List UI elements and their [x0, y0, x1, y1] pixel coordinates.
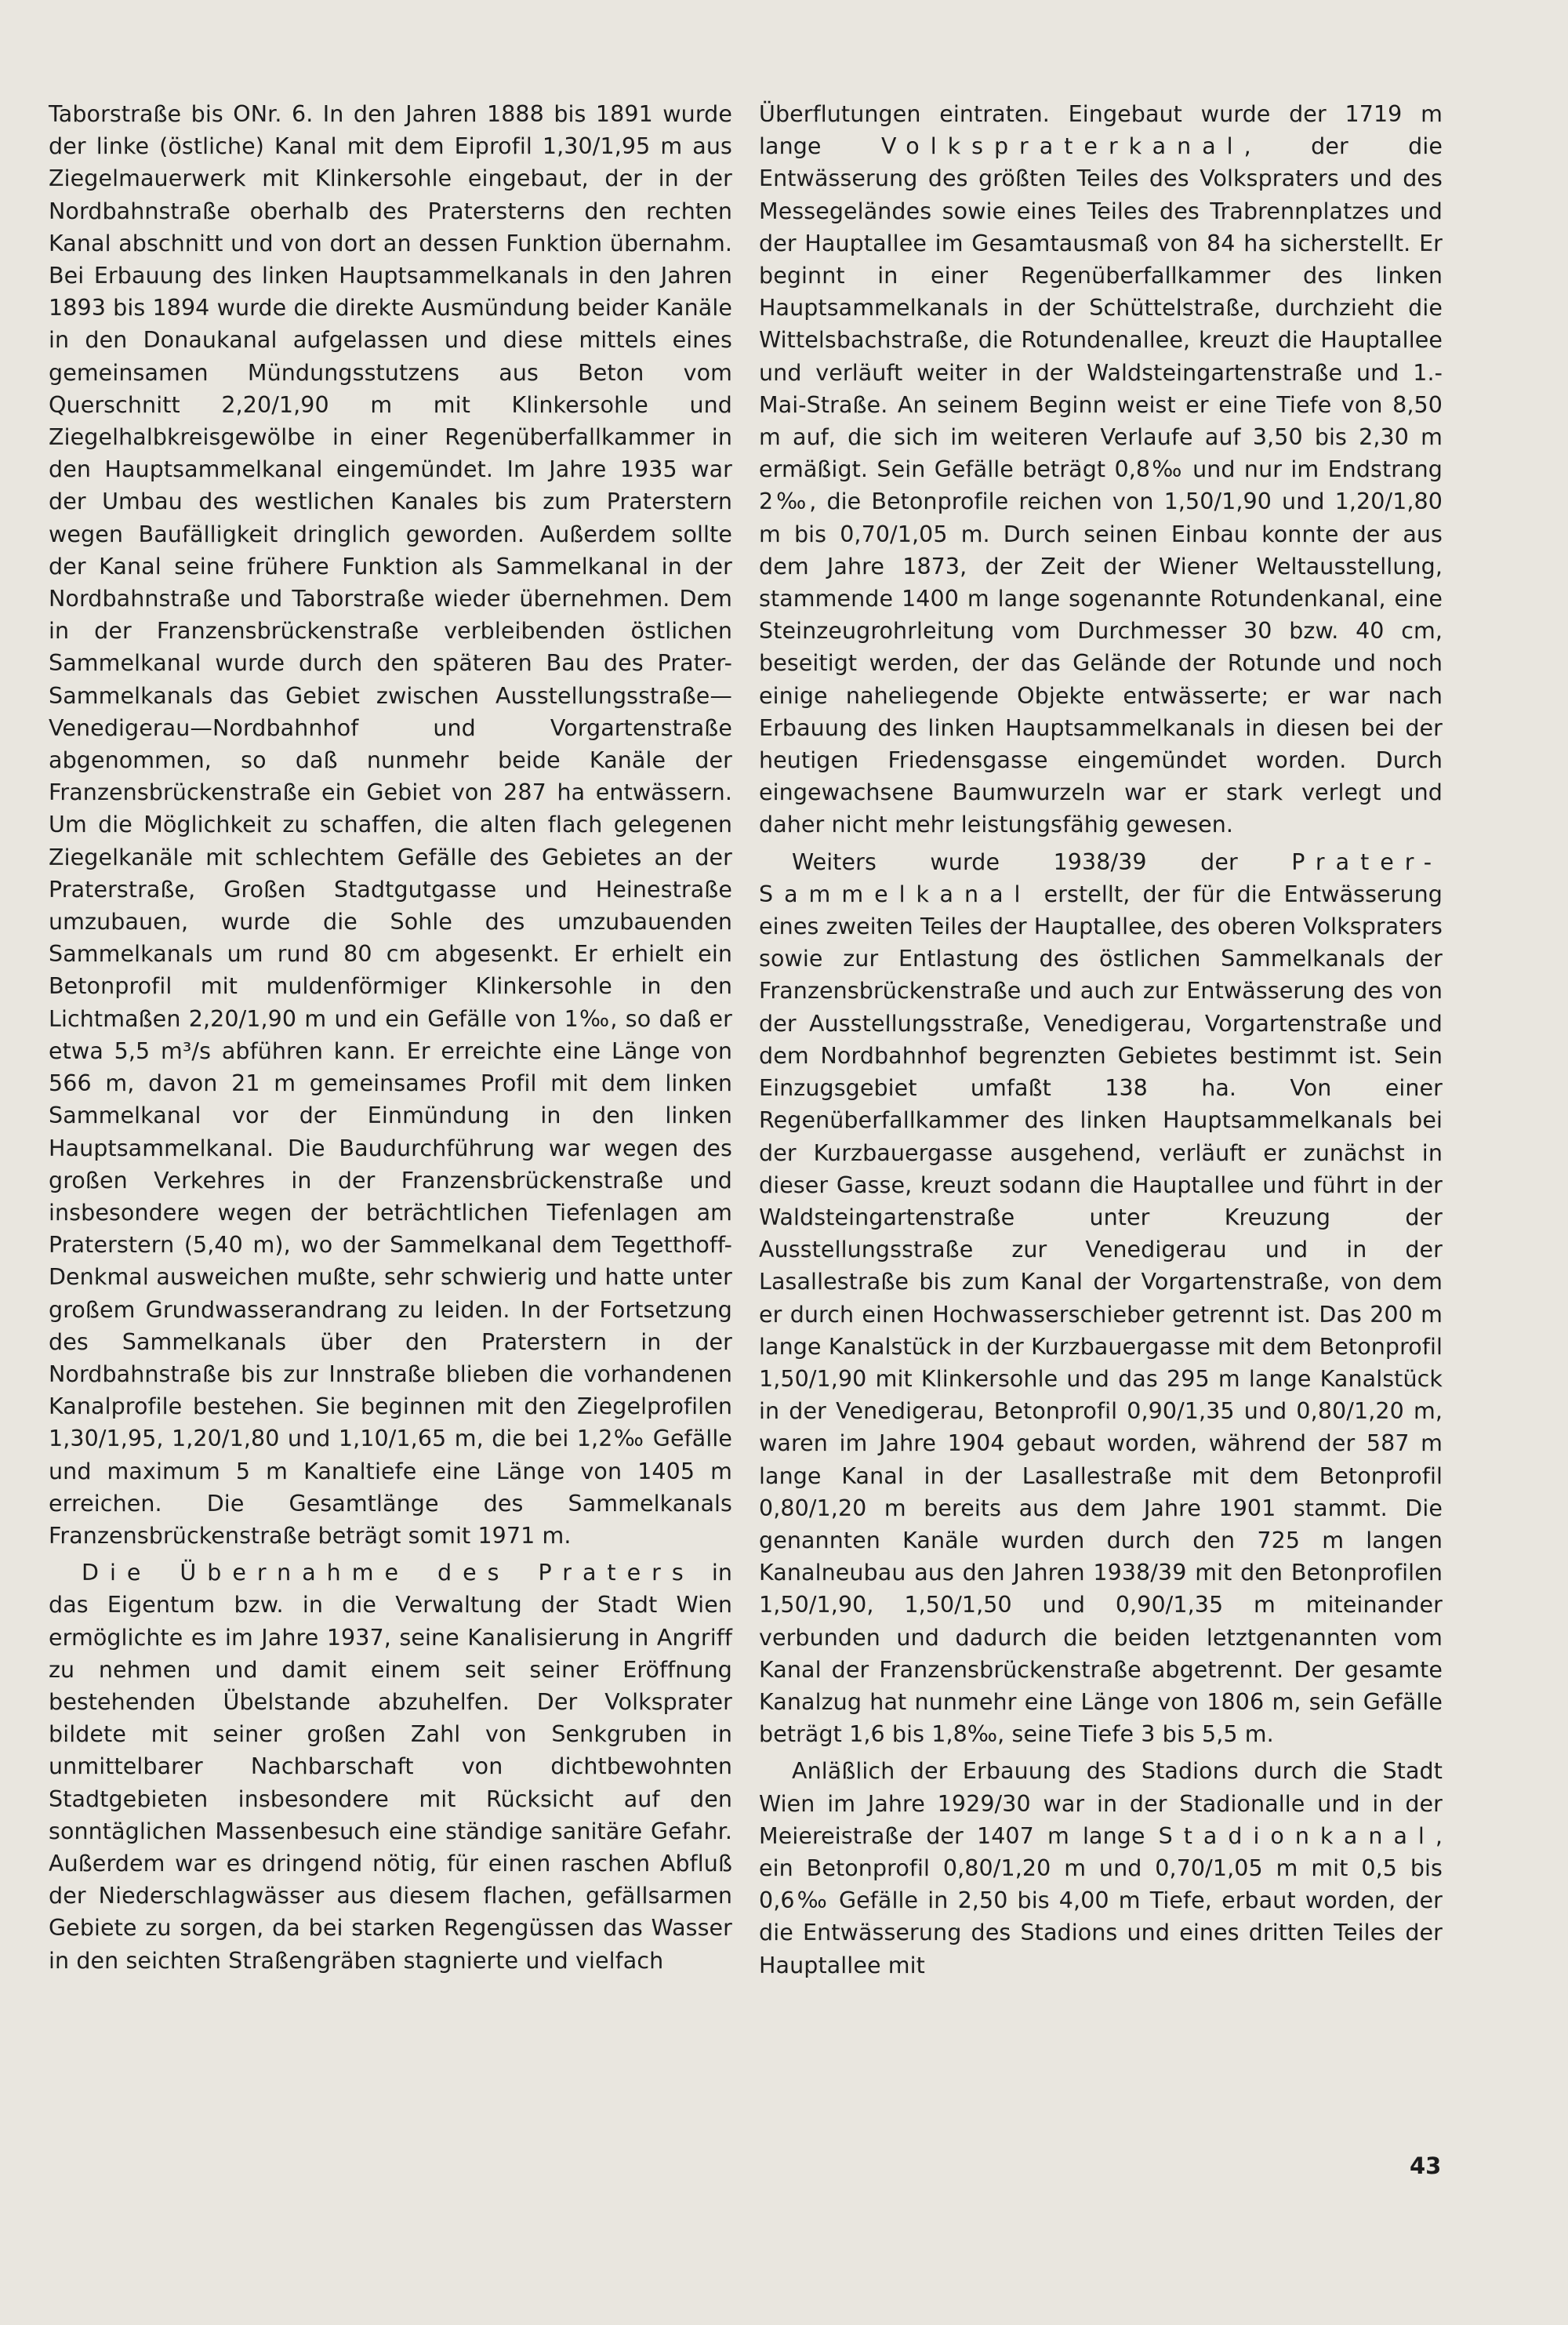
text-run: Taborstraße bis ONr. 6. In den Jahren 1888 bis 1891 wurde der linke (östliche) Kanal mit dem Eiprofil 1,30/1,95 m aus Ziegelmauerwerk mit Klinkersohle eingebaut, der in der Nordbahnstraße oberhalb des Pratersterns den rechten Kanal abschnitt und von dort an dessen Funktion übernahm. Bei Erbauung des linken Hauptsammelkanals in den Jahren 1893 bis 1894 wurde die direkte Ausmündung beider Kanäle in den Donaukanal aufgelassen und diese mittels eines gemeinsamen Mündungsstutzens aus Beton vom Querschnitt 2,20/1,90 m mit Klinkersohle und Ziegelhalbkreisgewölbe in einer Regenüberfallkammer in den Hauptsammelkanal eingemündet. Im Jahre 1935 war der Umbau des westlichen Kanales bis zum Praterstern wegen Baufälligkeit dringlich geworden. Außerdem sollte der Kanal seine frühere Funktion als Sammelkanal in der Nordbahnstraße und Taborstraße wieder übernehmen. Dem in der Franzensbrückenstraße verbleibenden östlichen Sammelkanal wurde durch den späteren Bau des Prater-Sammelkanals das Gebiet zwischen Ausstellungsstraße—Venedigerau—Nordbahnhof und Vorgartenstraße abgenommen, so daß nunmehr beide Kanäle der Franzensbrückenstraße ein Gebiet von 287 ha entwässern. Um die Möglichkeit zu schaffen, die alten flach gelegenen Ziegelkanäle mit schlechtem Gefälle des Gebietes an der Praterstraße, Großen Stadtgutgasse und Heinestraße umzubauen, wurde die Sohle des umzubauenden Sammelkanals um rund 80 cm abgesenkt. Er erhielt ein Betonprofil mit muldenförmiger Klinkersohle in den Lichtmaßen 2,20/1,90 m und ein Gefälle von 1‰, so daß er etwa 5,5 m³/s abführen kann. Er erreichte eine Länge von 566 m, davon 21 m gemeinsames Profil mit dem linken Sammelkanal vor der Einmündung in den linken Hauptsammelkanal. Die Baudurchführung war wegen des großen Verkehres in der Franzensbrückenstraße und insbesondere wegen der beträchtlichen Tiefenlagen am Praterstern (5,40 m), wo der Sammelkanal dem Tegetthoff-Denkmal ausweichen mußte, sehr schwierig und hatte unter großem Grundwasserandrang zu leiden. In der Fortsetzung des Sammelkanals über den Praterstern in der Nordbahnstraße bis zur Innstraße blieben die vorhandenen Kanalprofile bestehen. Sie beginnen mit den Ziegelprofilen 1,30/1,95, 1,20/1,80 und 1,10/1,65 m, die bei 1,2‰ Gefälle und maximum 5 m Kanaltiefe eine Länge von 1405 m erreichen. Die Gesamtlänge des Sammelkanals Franzensbrückenstraße beträgt somit 1971 m. [49, 101, 732, 1549]
spaced-term: Stadionkanal [1158, 1822, 1436, 1849]
paragraph [759, 1755, 1443, 1981]
text-run: , ein Betonprofil 0,80/1,20 m und 0,70/1,05 m mit 0,5 bis 0,6‰ Gefälle in 2,50 bis 4,00 m Tiefe, erbaut worden, der die Entwässerung des Stadions und eines dritten Teiles der Hauptallee mit [759, 1822, 1443, 1978]
paragraph [759, 98, 1443, 841]
paragraph [759, 846, 1443, 1751]
text-run: in das Eigentum bzw. in die Verwaltung der Stadt Wien ermöglichte es im Jahre 1937, seine Kanalisierung in Angriff zu nehmen und damit einem seit seiner Eröffnung bestehenden Übelstande abzuhelfen. Der Volksprater bildete mit seiner großen Zahl von Senkgruben in unmittelbarer Nachbarschaft von dichtbewohnten Stadtgebieten insbesondere mit Rücksicht auf den sonntäglichen Massenbesuch eine ständige sanitäre Gefahr. Außerdem war es dringend nötig, für einen raschen Abfluß der Niederschlagwässer aus diesem flachen, gefällsarmen Gebiete zu sorgen, da bei starken Regengüssen das Wasser in den seichten Straßengräben stagnierte und vielfach [49, 1560, 732, 1974]
text-run: erstellt, der für die Entwässerung eines zweiten Teiles der Hauptallee, des oberen Volkspraters sowie zur Entlastung des östlichen Sammelkanals der Franzensbrückenstraße und auch zur Entwässerung des von der Ausstellungsstraße, Venedigerau, Vorgartenstraße und dem Nordbahnhof begrenzten Gebietes bestimmt ist. Sein Einzugsgebiet umfaßt 138 ha. Von einer Regenüberfallkammer des linken Hauptsammelkanals bei der Kurzbauergasse ausgehend, verläuft er zunächst in dieser Gasse, kreuzt sodann die Hauptallee und führt in der Waldsteingartenstraße unter Kreuzung der Ausstellungsstraße zur Venedigerau und in der Lasallestraße bis zum Kanal der Vorgartenstraße, von dem er durch einen Hochwasserschieber getrennt ist. Das 200 m lange Kanalstück in der Kurzbauergasse mit dem Betonprofil 1,50/1,90 mit Klinkersohle und das 295 m lange Kanalstück in der Venedigerau, Betonprofil 0,90/1,35 und 0,80/1,20 m, waren im Jahre 1904 gebaut worden, während der 587 m lange Kanal in der Lasallestraße mit dem Betonprofil 0,80/1,20 m bereits aus dem Jahre 1901 stammt. Die genannten Kanäle wurden durch den 725 m langen Kanalneubau aus den Jahren 1938/39 mit den Betonprofilen 1,50/1,90, 1,50/1,50 und 0,90/1,35 m miteinander verbunden und dadurch die beiden letztgenannten vom Kanal der Franzensbrückenstraße abgetrennt. Der gesamte Kanalzug hat nunmehr eine Länge von 1806 m, sein Gefälle beträgt 1,6 bis 1,8‰, seine Tiefe 3 bis 5,5 m. [759, 881, 1443, 1748]
paragraph [49, 1557, 732, 1977]
text-run: Überflutungen eintraten. Eingebaut wurde der 1719 m lange [759, 101, 1443, 160]
page-number: 43 [1410, 2152, 1442, 2179]
spaced-term: Die Übernahme des Praters [82, 1560, 695, 1586]
paragraph [49, 98, 732, 1552]
text-run: Anläßlich der Erbauung des Stadions durch die Stadt Wien im Jahre 1929/30 war in der Stadionalle und in der Meiereistraße der 1407 m lange [759, 1758, 1443, 1849]
text-run: , der die Entwässerung des größten Teiles des Volkspraters und des Messegeländes sowie eines Teiles des Trabrennplatzes und der Hauptallee im Gesamtausmaß von 84 ha sicherstellt. Er beginnt in einer Regenüberfallkammer des linken Hauptsammelkanals in der Schüttelstraße, durchzieht die Wittelsbachstraße, die Rotundenallee, kreuzt die Hauptallee und verläuft weiter in der Waldsteingartenstraße und 1.-Mai-Straße. An seinem Beginn weist er eine Tiefe von 8,50 m auf, die sich im weiteren Verlaufe auf 3,50 bis 2,30 m ermäßigt. Sein Gefälle beträgt 0,8‰ und nur im Endstrang 2‰, die Betonprofile reichen von 1,50/1,90 und 1,20/1,80 m bis 0,70/1,05 m. Durch seinen Einbau konnte der aus dem Jahre 1873, der Zeit der Wiener Weltausstellung, stammende 1400 m lange sogenannte Rotundenkanal, eine Steinzeugrohrleitung vom Durchmesser 30 bzw. 40 cm, beseitigt werden, der das Gelände der Rotunde und noch einige naheliegende Objekte entwässerte; er war nach Erbauung des linken Hauptsammelkanals in diesen bei der heutigen Friedensgasse eingemündet worden. Durch eingewachsene Baumwurzeln war er stark verlegt und daher nicht mehr leistungsfähig gewesen. [759, 133, 1443, 838]
spaced-term: Volkspraterkanal [880, 133, 1244, 160]
left-column [49, 98, 732, 1977]
spaced-term: Prater-Sammelkanal [759, 848, 1443, 907]
right-column [759, 98, 1443, 1982]
text-run: Weiters wurde 1938/39 der [792, 848, 1292, 875]
